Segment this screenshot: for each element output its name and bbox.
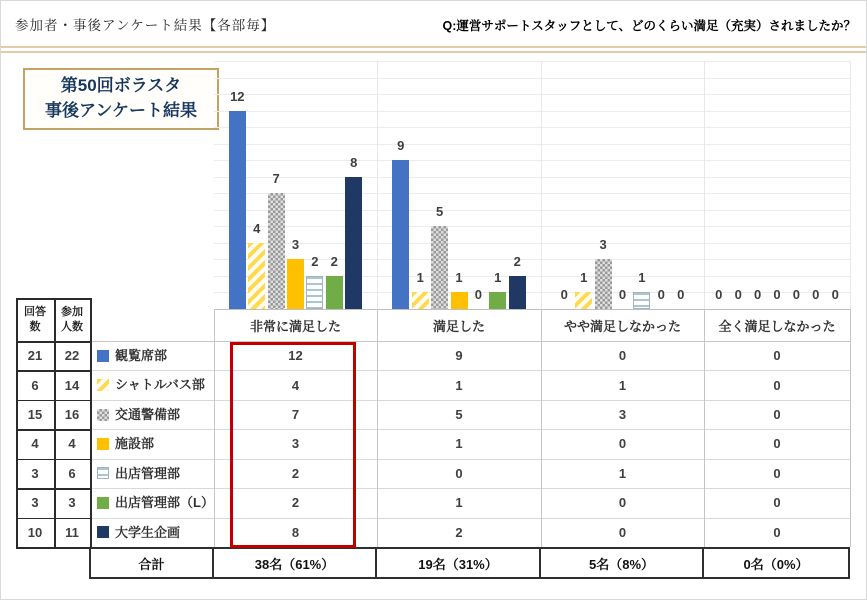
legend-swatch — [97, 438, 109, 450]
answers-cell: 10 — [27, 524, 43, 540]
bar-value-label: 1 — [638, 270, 646, 286]
legend-swatch — [97, 350, 109, 362]
bar-value-label: 8 — [350, 154, 358, 170]
total-value-cell: 19名（31%） — [375, 547, 541, 579]
table-value-cell: 1 — [455, 377, 463, 393]
chart-gridline — [214, 78, 850, 79]
bar-5-1 — [306, 276, 323, 309]
table-value-cell: 0 — [618, 524, 627, 540]
total-value-cell: 0名（0%） — [702, 547, 850, 579]
bar-value-label: 0 — [677, 287, 685, 302]
table-grid-line — [90, 298, 92, 547]
bar-6-1 — [326, 276, 343, 309]
total-value-cell: 38名（61%） — [212, 547, 377, 579]
chart-vertical-gridline — [541, 61, 542, 309]
chart-gridline — [214, 111, 850, 112]
bar-2-2 — [412, 292, 429, 309]
participants-cell: 22 — [64, 348, 80, 364]
table-value-cell: 0 — [773, 465, 781, 481]
bar-value-label: 0 — [618, 287, 627, 302]
category-header-cell: 全く満足しなかった — [718, 318, 836, 334]
bar-7-1 — [345, 177, 362, 309]
table-value-cell: 0 — [618, 436, 627, 452]
header-divider — [1, 46, 867, 53]
participants-cell: 16 — [64, 407, 80, 423]
answers-cell: 15 — [27, 407, 43, 423]
table-value-cell: 7 — [291, 407, 300, 423]
bar-value-label: 0 — [773, 287, 781, 302]
bar-value-label: 4 — [253, 220, 261, 236]
bar-value-label: 0 — [715, 287, 723, 302]
legend-series-label: 交通警備部 — [115, 406, 181, 422]
table-value-cell: 0 — [618, 348, 627, 364]
legend-swatch — [97, 467, 109, 479]
chart-gridline — [214, 177, 850, 178]
chart-gridline — [214, 144, 850, 145]
table-value-cell: 5 — [455, 407, 463, 423]
chart-gridline — [214, 226, 850, 227]
bar-3-2 — [431, 226, 448, 309]
table-value-cell: 0 — [618, 495, 627, 511]
table-value-cell: 0 — [455, 465, 463, 481]
answers-cell: 3 — [31, 495, 39, 511]
answers-cell: 21 — [27, 348, 43, 364]
answers-cell: 4 — [31, 436, 39, 452]
table-value-cell: 1 — [455, 495, 463, 511]
result-title-box — [23, 68, 219, 130]
legend-series-label: 出店管理部 — [115, 465, 181, 481]
bar-value-label: 2 — [330, 253, 338, 269]
bar-value-label: 0 — [753, 287, 762, 302]
bar-value-label: 5 — [435, 204, 444, 220]
bar-value-label: 0 — [792, 287, 800, 302]
chart-gridline — [214, 193, 850, 194]
mini-table-header: 参加人数 — [61, 305, 83, 333]
table-value-cell: 3 — [291, 436, 300, 452]
participants-cell: 6 — [68, 465, 76, 481]
bar-7-2 — [509, 276, 526, 309]
table-value-cell: 0 — [773, 377, 781, 393]
table-value-cell: 2 — [455, 524, 463, 540]
total-label-cell: 合計 — [89, 547, 214, 579]
legend-series-label: 施設部 — [115, 436, 155, 452]
participants-cell: 11 — [65, 524, 79, 540]
chart-gridline — [214, 210, 850, 211]
chart-vertical-gridline — [850, 61, 851, 309]
legend-series-label: 大学生企画 — [115, 524, 181, 540]
bar-value-label: 0 — [812, 287, 820, 302]
bar-value-label: 0 — [831, 287, 839, 302]
table-grid-line — [850, 309, 851, 547]
answers-cell: 3 — [31, 465, 39, 481]
table-value-cell: 2 — [291, 495, 300, 511]
chart-vertical-gridline — [377, 61, 378, 309]
table-value-cell: 0 — [773, 348, 781, 364]
table-value-cell: 0 — [773, 436, 781, 452]
table-value-cell: 8 — [291, 524, 300, 540]
table-value-cell: 4 — [291, 377, 300, 393]
bar-value-label: 1 — [416, 270, 424, 286]
bar-value-label: 9 — [397, 138, 405, 154]
bar-value-label: 3 — [291, 237, 300, 253]
chart-gridline — [214, 160, 850, 161]
result-title-line1: 第50回ボラスタ — [60, 76, 182, 96]
answers-cell: 6 — [31, 377, 39, 393]
legend-swatch — [97, 379, 109, 391]
legend-series-label: 出店管理部（L） — [115, 495, 214, 511]
legend-swatch — [97, 409, 109, 421]
highlight-rectangle — [230, 342, 356, 548]
bar-value-label: 12 — [230, 88, 245, 104]
table-value-cell: 2 — [291, 465, 300, 481]
table-value-cell: 1 — [455, 436, 463, 452]
bar-1-1 — [229, 111, 246, 309]
bar-value-label: 3 — [599, 237, 607, 253]
total-value-cell: 5名（8%） — [539, 547, 704, 579]
table-value-cell: 12 — [288, 348, 303, 364]
table-value-cell: 0 — [773, 407, 781, 423]
legend-swatch — [97, 526, 109, 538]
page-title: 参加者・事後アンケート結果【各部毎】 — [15, 18, 276, 33]
bar-1-2 — [392, 160, 409, 309]
table-value-cell: 0 — [773, 495, 781, 511]
chart-gridline — [214, 61, 850, 62]
bar-value-label: 7 — [272, 171, 280, 187]
mini-table-header: 回答数 — [24, 305, 46, 333]
bar-value-label: 2 — [513, 253, 521, 269]
participants-cell: 3 — [68, 495, 76, 511]
chart-vertical-gridline — [704, 61, 705, 309]
chart-gridline — [214, 94, 850, 95]
table-value-cell: 1 — [618, 465, 627, 481]
bar-2-3 — [575, 292, 592, 309]
participants-cell: 14 — [64, 377, 80, 393]
bar-value-label: 1 — [455, 270, 463, 286]
bar-value-label: 0 — [560, 287, 568, 302]
table-value-cell: 0 — [773, 524, 781, 540]
bar-6-2 — [489, 292, 506, 309]
result-title-line2: 事後アンケート結果 — [45, 101, 197, 120]
bar-value-label: 1 — [494, 270, 502, 286]
bar-value-label: 0 — [734, 287, 742, 302]
category-header-cell: 非常に満足した — [249, 318, 341, 334]
participants-cell: 4 — [68, 436, 76, 452]
bar-value-label: 0 — [474, 287, 482, 302]
bar-2-1 — [248, 243, 265, 309]
table-value-cell: 9 — [455, 348, 463, 364]
bar-value-label: 1 — [580, 270, 588, 286]
category-header-cell: やや満足しなかった — [563, 318, 681, 334]
bar-value-label: 0 — [657, 287, 665, 302]
table-grid-line — [16, 547, 90, 549]
legend-series-label: 観覧席部 — [115, 348, 168, 363]
table-value-cell: 1 — [618, 377, 627, 393]
survey-question: Q:運営サポートスタッフとして、どのくらい満足（充実）されましたか？ — [442, 19, 856, 33]
bar-value-label: 2 — [311, 253, 319, 269]
table-value-cell: 3 — [618, 407, 627, 423]
category-header-cell: 満足した — [432, 318, 485, 334]
legend-series-label: シャトルバス部 — [115, 377, 205, 393]
legend-swatch — [97, 497, 109, 509]
chart-gridline — [214, 127, 850, 128]
